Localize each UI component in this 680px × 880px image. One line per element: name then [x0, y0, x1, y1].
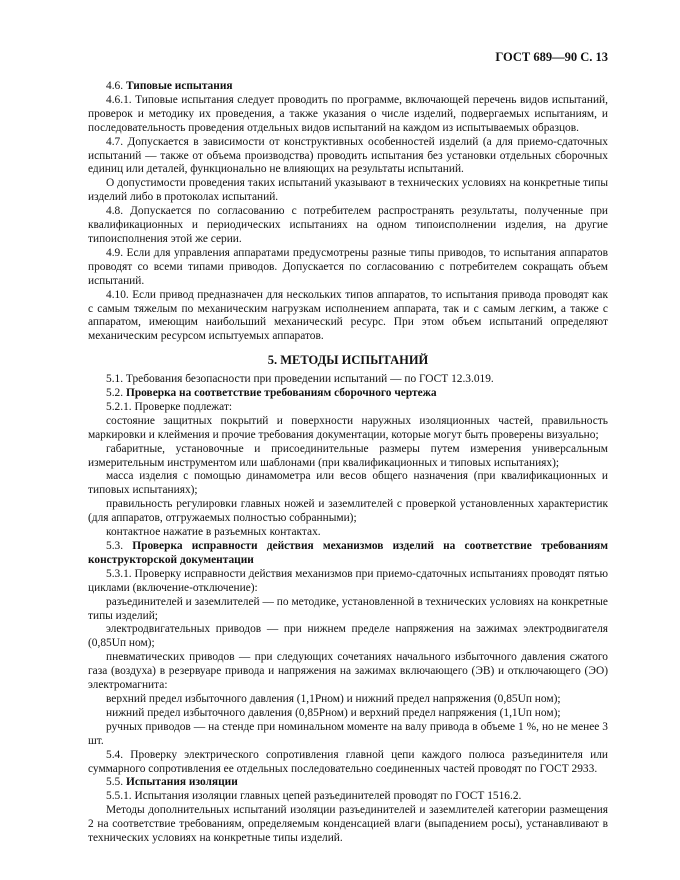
paragraph-4-7: 4.7. Допускается в зависимости от конструктивных особенностей изделий (а для приемо-сдаточных испытаний — также от объема производства) проводить испытания без установки отдельных сборочных единиц или деталей, функционально не влияющих на результаты испытаний. — [88, 135, 608, 176]
section-number: 5.3. — [106, 540, 124, 552]
section-5-title: 5. МЕТОДЫ ИСПЫТАНИЙ — [267, 353, 429, 368]
paragraph-4-7-b: О допустимости проведения таких испытаний указывают в технических условиях на конкретные типы изделий либо в протоколах испытаний. — [88, 177, 608, 204]
section-title: Испытания изоляции — [125, 776, 238, 789]
section-number: 5.2. — [106, 387, 124, 400]
paragraph-5-1: 5.1. Требования безопасности при проведении испытаний — по ГОСТ 12.3.019. — [106, 373, 494, 386]
list-item: габаритные, установочные и присоединительные размеры путем измерения универсальным измерительным инструментом или шаблонами (при квалификационных и типовых испытаниях); — [88, 442, 608, 469]
list-item: электродвигательных приводов — при нижнем пределе напряжения на зажимах электродвигателя (0,85Uп ном); — [88, 623, 608, 650]
list-item: состояние защитных покрытий и поверхности наружных изоляционных частей, правильность маркировки и клеймения и прочие требования документации, которые могут быть проверены визуально; — [88, 414, 608, 441]
section-number: 4.6. — [106, 80, 124, 92]
page-header: ГОСТ 689—90 С. 13 — [495, 50, 608, 64]
list-item: ручных приводов — на стенде при номинальном моменте на валу привода в объеме 1 %, но не менее 3 шт. — [88, 720, 608, 747]
paragraph-4-6-1: 4.6.1. Типовые испытания следует проводить по программе, включающей перечень видов испытаний, проверок и методику их проведения, а также указания о числе изделий, подвергаемых испытаниям, и последовательность проведения отдельных видов испытаний на каждом из испытываемых образцов. — [88, 93, 608, 134]
section-heading-5-2 — [88, 387, 608, 401]
section-title: Проверка на соответствие требованиям сборочного чертежа — [125, 387, 437, 400]
section-title: Проверка исправности действия механизмов изделий на соответствие требованиям конструкторской документации — [88, 540, 608, 566]
section-number: 5.5. — [106, 776, 124, 789]
section-title: Типовые испытания — [125, 80, 233, 92]
list-item: контактное нажатие в разъемных контактах. — [106, 526, 321, 539]
list-item: масса изделия с помощью динамометра или весов общего назначения (при квалификационных и типовых испытаниях); — [88, 470, 608, 497]
paragraph-4-10: 4.10. Если привод предназначен для нескольких типов аппаратов, то испытания привода проводят как с самым тяжелым по механическим нагрузкам исполнением аппарата, так и с самым легким, а также с аппаратом, имеющим наибольший механический ресурс. При этом объем испытаний определяют механическим ресурсом испытуемых аппаратов. — [88, 288, 608, 343]
paragraph-4-8: 4.8. Допускается по согласованию с потребителем распространять результаты, полученные при квалификационных и периодических испытаниях на одном типоисполнении изделия, на другие типоисполнения этой же серии. — [88, 205, 608, 245]
paragraph-5-5-1-b: Методы дополнительных испытаний изоляции разъединителей и заземлителей категории размещения 2 на соответствие требованиям, определяемым конденсацией влаги (выпадением росы), устанавливают в технических условиях на конкретные типы изделий. — [88, 804, 608, 845]
section-heading-5-3 — [88, 540, 608, 568]
paragraph-5-4: 5.4. Проверку электрического сопротивления главной цепи каждого полюса разъединителя или суммарного сопротивления ее отдельных последовательно соединенных частей проводят по ГОСТ 2933. — [88, 748, 608, 775]
section-heading-5-5 — [88, 776, 608, 790]
document-body — [88, 80, 608, 846]
paragraph-4-9: 4.9. Если для управления аппаратами предусмотрены разные типы приводов, то испытания аппаратов проводят со всеми типами приводов. Допускается по согласованию с потребителем сокращать объем испытаний. — [88, 246, 608, 287]
list-item: правильность регулировки главных ножей и заземлителей с проверкой установленных характеристик (для аппаратов, отгружаемых полностью собранными); — [88, 498, 608, 525]
paragraph-5-2-1: 5.2.1. Проверке подлежат: — [106, 400, 233, 413]
list-item: нижний предел избыточного давления (0,85Pном) и верхний предел напряжения (1,1Uп ном); — [106, 706, 561, 719]
paragraph-5-3-1: 5.3.1. Проверку исправности действия механизмов при приемо-сдаточных испытаниях проводят пятью циклами (включение-отключение): — [88, 567, 608, 594]
paragraph-5-5-1: 5.5.1. Испытания изоляции главных цепей разъединителей проводят по ГОСТ 1516.2. — [106, 790, 522, 803]
list-item: верхний предел избыточного давления (1,1Pном) и нижний предел напряжения (0,85Uп ном); — [106, 692, 561, 705]
list-item: пневматических приводов — при следующих сочетаниях начального избыточного давления сжатого газа (воздуха) в резервуаре привода и напряжения на зажимах включающего (ЭВ) и отключающего (ЭО) электромагнита: — [88, 651, 608, 692]
section-heading-4-6 — [88, 80, 608, 94]
list-item: разъединителей и заземлителей — по методике, установленной в технических условиях на конкретные типы изделий; — [88, 595, 608, 622]
